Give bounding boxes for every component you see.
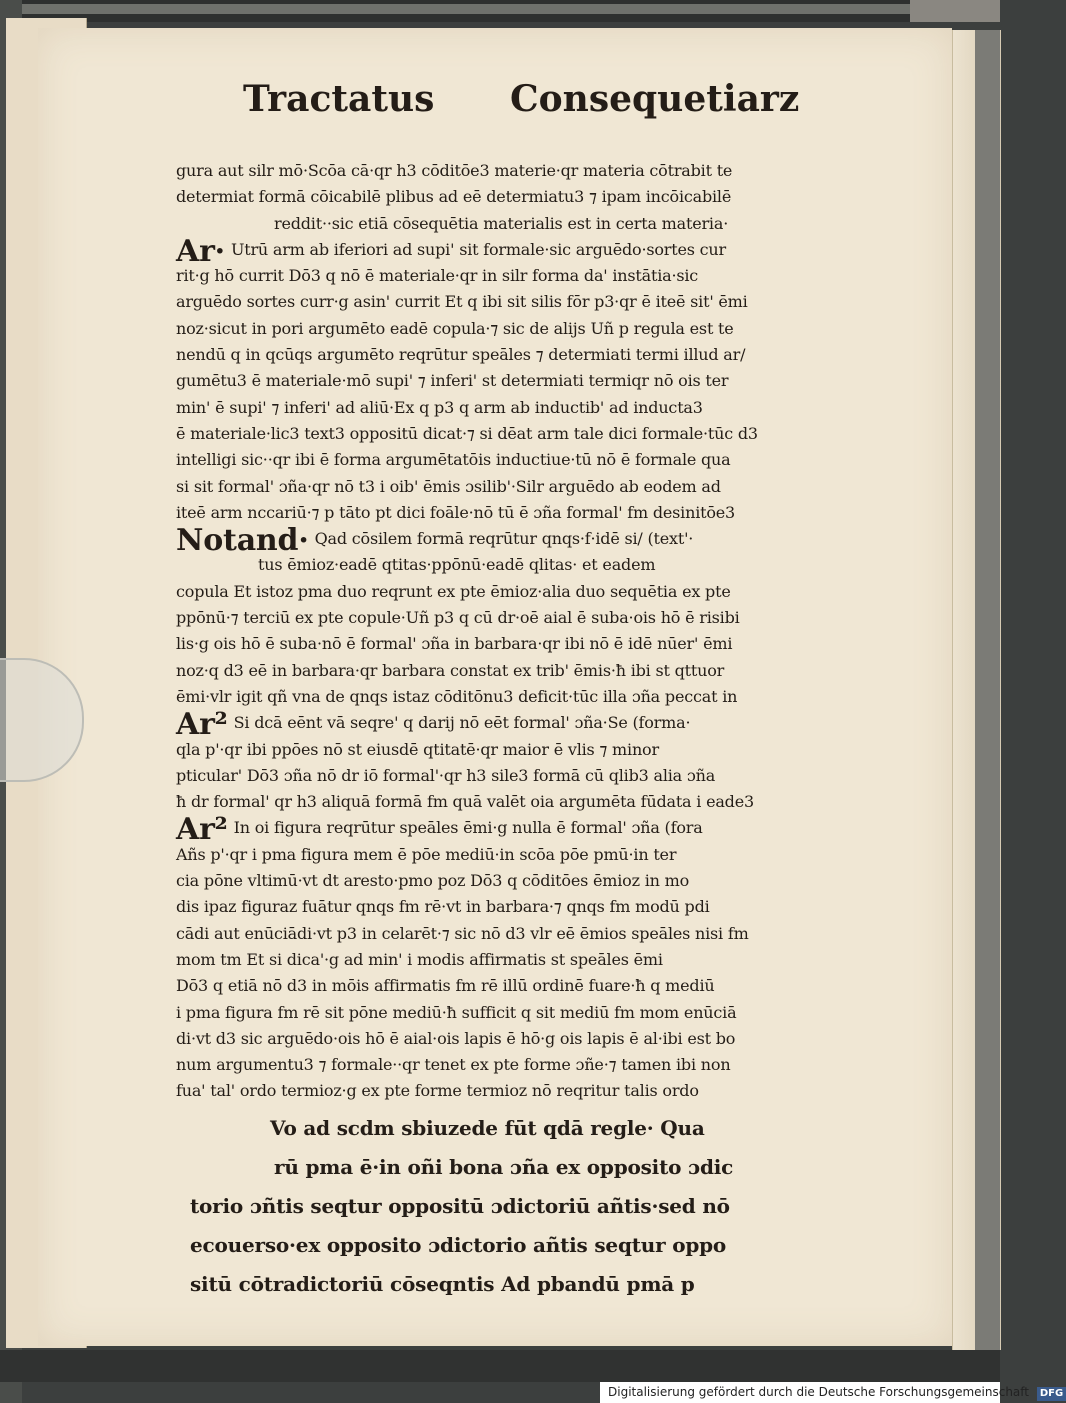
line-text: rit·g hō currit Dō3 q nō ē materiale·qr in silr forma da' instātia·sic bbox=[176, 266, 699, 286]
text-line bbox=[176, 947, 806, 973]
text-line bbox=[176, 789, 806, 815]
line-text: mom tm Et si dica'·g ad min' i modis affirmatis st speāles ēmi bbox=[176, 949, 663, 969]
line-text: ħ dr formal' qr h3 aliquā formā fm quā valēt oia argumēta fūdata i eade3 bbox=[176, 792, 754, 812]
line-text: ēmi·vlr igit qñ vna de qnqs istaz cōditōnu3 deficit·tūc illa ɔña peccat in bbox=[176, 686, 738, 706]
text-line bbox=[176, 316, 806, 342]
digitization-credit bbox=[600, 1382, 1064, 1403]
text-line bbox=[176, 447, 806, 473]
line-text: min' ē supi' ⁊ inferi' ad aliū·Ex q p3 q arm ab inductib' ad inducta3 bbox=[176, 397, 703, 417]
text-line bbox=[176, 684, 806, 710]
scanner-bottom-bar bbox=[0, 1350, 1000, 1382]
book-ribbon bbox=[910, 0, 1000, 22]
line-text: lis·g ois hō ē suba·nō ē formal' ɔña in barbara·qr ibi nō ē idē nūer' ēmi bbox=[176, 634, 733, 654]
line-text: reddit··sic etiā cōsequētia materialis est in certa materia· bbox=[274, 213, 729, 233]
line-text: intelligi sic··qr ibi ē forma argumētatōis inductiue·tū nō ē formale qua bbox=[176, 450, 731, 470]
line-text: sitū cōtradictoriū cōseqntis Ad pbandū pmā p bbox=[190, 1271, 695, 1296]
text-line bbox=[176, 233, 806, 269]
line-text: qla p'·qr ibi ppōes nō st eiusdē qtitatē·qr maior ē vlis ⁊ minor bbox=[176, 739, 659, 759]
line-text: di·vt d3 sic arguēdo·ois hō ē aial·ois lapis ē hō·g ois lapis ē al·ibi est bo bbox=[176, 1028, 736, 1048]
text-line bbox=[176, 737, 806, 763]
initial-letter: Ar² bbox=[176, 812, 228, 848]
line-text: fua' tal' ordo termioz·g ex pte forme termioz nō reqritur talis ordo bbox=[176, 1081, 699, 1101]
text-line bbox=[176, 842, 806, 868]
dfg-logo: DFG bbox=[1037, 1387, 1066, 1401]
credit-text: Digitalisierung gefördert durch die Deutsche Forschungsgemeinschaft bbox=[608, 1385, 1030, 1399]
initial-letter: Notand· bbox=[176, 523, 309, 559]
line-text: si sit formal' ɔña·qr nō t3 i oib' ēmis ɔsilib'·Silr arguēdo ab eodem ad bbox=[176, 476, 721, 496]
line-text: Dō3 q etiā nō d3 in mōis affirmatis fm rē illū ordinē fuare·ħ q mediū bbox=[176, 976, 715, 996]
closing-text-line bbox=[176, 1148, 806, 1187]
text-line bbox=[176, 211, 806, 237]
line-text: pticular' Dō3 ɔña nō dr iō formal'·qr h3 sile3 formā cū qlib3 alia ɔña bbox=[176, 765, 716, 785]
closing-text-line bbox=[176, 1226, 806, 1265]
line-text: nendū q in qcūqs argumēto reqrūtur speāles ⁊ determiati termi illud ar/ bbox=[176, 345, 746, 365]
text-line bbox=[176, 894, 806, 920]
line-text: ē materiale·lic3 text3 oppositū dicat·⁊ si dēat arm tale dici formale·tūc d3 bbox=[176, 423, 758, 443]
text-line bbox=[176, 523, 806, 559]
closing-text-line bbox=[176, 1265, 806, 1304]
line-text: ecouerso·ex opposito ɔdictorio añtis seqtur oppo bbox=[190, 1232, 727, 1257]
line-text: ppōnū·⁊ terciū ex pte copule·Uñ p3 q cū dr·oē aial ē suba·ois hō ē risibi bbox=[176, 608, 740, 628]
text-line bbox=[176, 263, 806, 289]
text-line bbox=[176, 395, 806, 421]
text-line bbox=[176, 342, 806, 368]
book-cover-edge bbox=[0, 4, 920, 14]
header-left-word: Tractatus bbox=[243, 78, 435, 120]
text-line bbox=[176, 812, 806, 848]
running-header bbox=[0, 78, 1000, 128]
page-body-text bbox=[176, 158, 806, 1304]
text-line bbox=[176, 973, 806, 999]
text-line bbox=[176, 1052, 806, 1078]
closing-text-line bbox=[176, 1109, 806, 1148]
line-text: noz·q d3 eē in barbara·qr barbara constat ex trib' ēmis·ħ ibi st qttuor bbox=[176, 660, 725, 680]
text-line bbox=[176, 1000, 806, 1026]
text-line bbox=[176, 631, 806, 657]
line-text: i pma figura fm rē sit pōne mediū·ħ sufficit q sit mediū fm mom enūciā bbox=[176, 1002, 737, 1022]
text-line bbox=[176, 289, 806, 315]
line-text: cia pōne vltimū·vt dt aresto·pmo poz Dō3 q cōditōes ēmioz in mo bbox=[176, 871, 690, 891]
line-text: noz·sicut in pori argumēto eadē copula·⁊ sic de alijs Uñ p regula est te bbox=[176, 318, 734, 338]
line-text: gumētu3 ē materiale·mō supi' ⁊ inferi' st determiati termiqr nō ois ter bbox=[176, 371, 729, 391]
line-text: gura aut silr mō·Scōa cā·qr h3 cōditōe3 materie·qr materia cōtrabit te bbox=[176, 161, 733, 180]
text-line bbox=[176, 921, 806, 947]
line-text: Si dcā eēnt vā seqre' q darij nō eēt formal' ɔña·Se (forma· bbox=[233, 713, 691, 733]
text-line bbox=[176, 868, 806, 894]
line-text: Añs p'·qr i pma figura mem ē pōe mediū·in scōa pōe pmū·in ter bbox=[176, 844, 677, 864]
text-line bbox=[176, 184, 806, 210]
line-text: cādi aut enūciādi·vt p3 in celarēt·⁊ sic nō d3 vlr eē ēmios speāles nisi fm bbox=[176, 923, 749, 943]
text-line bbox=[176, 707, 806, 743]
line-text: Utrū arm ab iferiori ad supi' sit formale·sic arguēdo·sortes cur bbox=[230, 239, 726, 259]
line-text: torio ɔñtis seqtur oppositū ɔdictoriū añtis·sed nō bbox=[190, 1193, 730, 1218]
line-text: Qad cōsilem formā reqrūtur qnqs·f·idē si/ (text'· bbox=[314, 529, 694, 549]
text-line bbox=[176, 158, 806, 184]
text-line bbox=[176, 763, 806, 789]
text-line bbox=[176, 552, 806, 578]
scanner-top-bar bbox=[0, 0, 1000, 22]
closing-text-line bbox=[176, 1187, 806, 1226]
text-line bbox=[176, 1026, 806, 1052]
line-text: tus ēmioz·eadē qtitas·ppōnū·eadē qlitas· et eadem bbox=[258, 555, 656, 575]
line-text: arguēdo sortes curr·g asin' currit Et q ibi sit silis fōr p3·qr ē iteē sit' ēmi bbox=[176, 292, 748, 312]
line-text: copula Et istoz pma duo reqrunt ex pte ēmioz·alia duo sequētia ex pte bbox=[176, 581, 731, 601]
text-line bbox=[176, 605, 806, 631]
header-right-word: Consequetiarz bbox=[510, 78, 800, 120]
initial-letter: Ar² bbox=[176, 707, 228, 743]
line-text: rū pma ē·in oñi bona ɔña ex opposito ɔdic bbox=[274, 1154, 734, 1179]
line-text: iteē arm nccariū·⁊ p tāto pt dici foāle·nō tū ē ɔña formal' fm desinitōe3 bbox=[176, 502, 736, 522]
line-text: num argumentu3 ⁊ formale··qr tenet ex pte forme ɔñe·⁊ tamen ibi non bbox=[176, 1055, 731, 1075]
line-text: dis ipaz figuraz fuātur qnqs fm rē·vt in barbara·⁊ qnqs fm modū pdi bbox=[176, 897, 710, 917]
line-text: Vo ad scdm sbiuzede fūt qdā regle· Qua bbox=[270, 1115, 705, 1140]
line-text: determiat formā cōicabilē plibus ad eē determiatu3 ⁊ ipam incōicabilē bbox=[176, 187, 732, 207]
text-line bbox=[176, 1078, 806, 1104]
text-line bbox=[176, 421, 806, 447]
text-line bbox=[176, 474, 806, 500]
text-line bbox=[176, 368, 806, 394]
initial-letter: Ar· bbox=[176, 233, 225, 269]
text-line bbox=[176, 579, 806, 605]
line-text: In oi figura reqrūtur speāles ēmi·g nulla ē formal' ɔña (fora bbox=[233, 818, 703, 838]
text-line bbox=[176, 658, 806, 684]
book-binding bbox=[975, 30, 1000, 1350]
